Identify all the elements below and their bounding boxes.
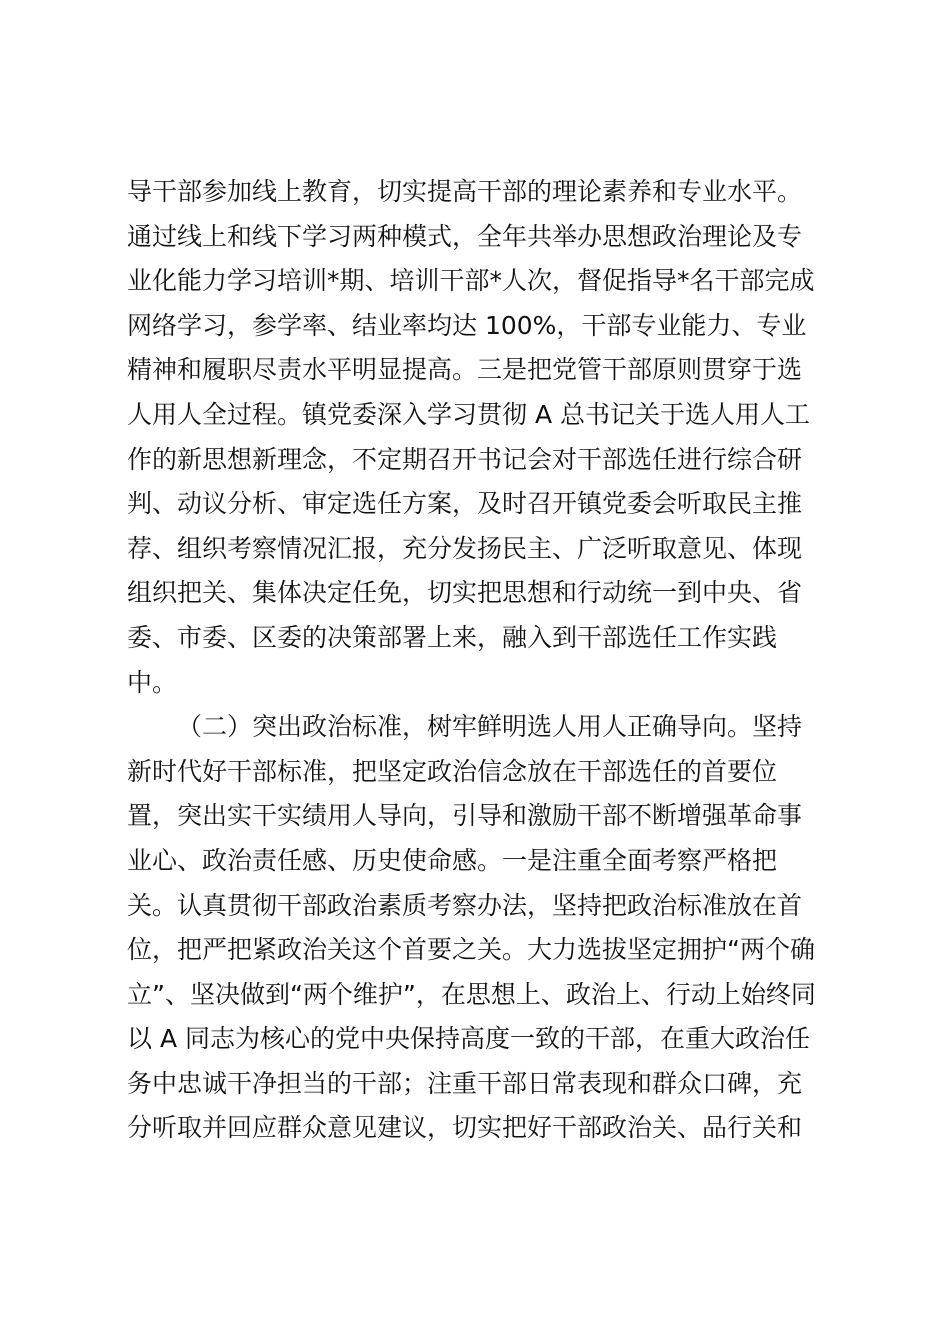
text-line: 业化能力学习培训*期、培训干部*人次，督促指导*名干部完成 [127,266,815,296]
text-line: 务中忠诚干净担当的干部；注重干部日常表现和群众口碑，充 [127,1068,803,1098]
text-line: 关。认真贯彻干部政治素质考察办法，坚持把政治标准放在首 [127,890,803,920]
text-line: 中。 [127,667,178,697]
text-line: 分听取并回应群众意见建议，切实把好干部政治关、品行关和 [127,1113,803,1143]
text-line: 人用人全过程。镇党委深入学习贯彻 A 总书记关于选人用人工 [127,399,810,429]
body-text [127,170,847,1151]
text-line: 业心、政治责任感、历史使命感。一是注重全面考察严格把 [127,845,778,875]
text-line: 通过线上和线下学习两种模式，全年共举办思想政治理论及专 [127,221,803,251]
text-line: 委、市委、区委的决策部署上来，融入到干部选任工作实践 [127,622,778,652]
text-line: 以 A 同志为核心的党中央保持高度一致的干部，在重大政治任 [127,1024,810,1054]
text-line: 位，把严把紧政治关这个首要之关。大力选拔坚定拥护“两个确 [127,935,815,965]
text-line: 荐、组织考察情况汇报，充分发扬民主、广泛听取意见、体现 [127,533,803,563]
text-line: 新时代好干部标准，把坚定政治信念放在干部选任的首要位 [127,756,778,786]
text-line: 作的新思想新理念，不定期召开书记会对干部选任进行综合研 [127,444,803,474]
text-line: 立”、坚决做到“两个维护”，在思想上、政治上、行动上始终同 [127,979,816,1009]
section-heading-line: （二）突出政治标准，树牢鲜明选人用人正确导向。坚持 [177,712,803,742]
text-line: 置，突出实干实绩用人导向，引导和激励干部不断增强革命事 [127,801,803,831]
text-line: 网络学习，参学率、结业率均达 100%，干部专业能力、专业 [127,310,807,340]
text-line: 判、动议分析、审定选任方案，及时召开镇党委会听取民主推 [127,489,803,519]
text-line: 导干部参加线上教育，切实提高干部的理论素养和专业水平。 [127,177,803,206]
text-line: 精神和履职尽责水平明显提高。三是把党管干部原则贯穿于选 [127,355,803,385]
text-line: 组织把关、集体决定任免，切实把思想和行动统一到中央、省 [127,578,803,608]
